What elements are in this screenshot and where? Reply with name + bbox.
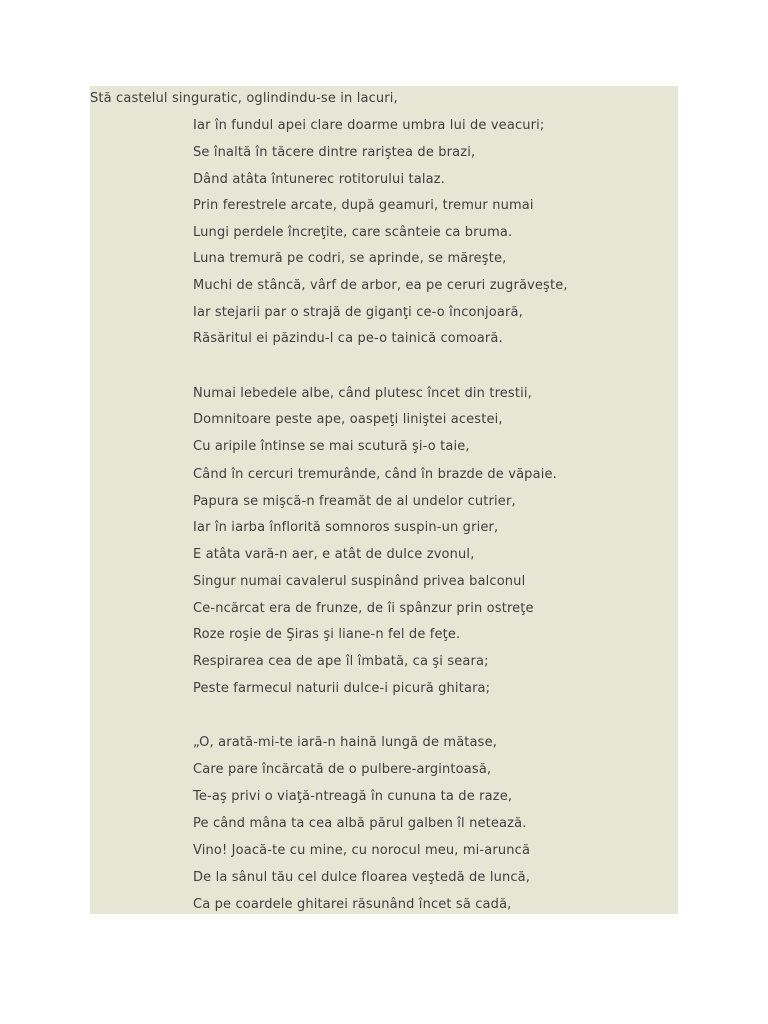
poem-line: Se înaltă în tăcere dintre rariştea de brazi, (193, 145, 476, 160)
poem-line: Răsăritul ei păzindu-l ca pe-o tainică comoară. (193, 331, 503, 346)
poem-line: Muchi de stâncă, vârf de arbor, ea pe ceruri zugrăveşte, (193, 278, 568, 293)
poem-line: Lungi perdele încreţite, care scânteie ca bruma. (193, 225, 513, 240)
poem-line: Stă castelul singuratic, oglindindu-se in lacuri, (90, 91, 398, 106)
poem-line: Iar în iarba înflorită somnoros suspin-un grier, (193, 520, 499, 535)
poem-line: Iar în fundul apei clare doarme umbra lui de veacuri; (193, 118, 545, 133)
poem-line: Ca pe coardele ghitarei răsunând încet să cadă, (193, 897, 512, 912)
poem-line: Peste farmecul naturii dulce-i picură ghitara; (193, 681, 491, 696)
poem-line: Ce-ncărcat era de frunze, de îi spânzur prin ostreţe (193, 601, 534, 616)
poem-line: Care pare încărcată de o pulbere-argintoasă, (193, 762, 492, 777)
poem-line: Iar stejarii par o strajă de giganţi ce-o înconjoară, (193, 305, 523, 320)
poem-line: Papura se mişcă-n freamăt de al undelor cutrier, (193, 494, 516, 509)
poem-page (90, 86, 678, 914)
poem-line: De la sânul tău cel dulce floarea veştedă de luncă, (193, 870, 531, 885)
poem-line: Numai lebedele albe, când plutesc încet din trestii, (193, 386, 532, 401)
poem-line: Respirarea cea de ape îl îmbată, ca şi seara; (193, 654, 489, 669)
poem-line: E atâta vară-n aer, e atât de dulce zvonul, (193, 547, 475, 562)
poem-line: Când în cercuri tremurânde, când în brazde de văpaie. (193, 467, 557, 482)
poem-line: Dând atâta întunerec rotitorului talaz. (193, 172, 445, 187)
poem-line: Luna tremură pe codri, se aprinde, se măreşte, (193, 251, 507, 266)
poem-line: Singur numai cavalerul suspinând privea balconul (193, 574, 526, 589)
poem-line: Vino! Joacă-te cu mine, cu norocul meu, mi-aruncă (193, 843, 531, 858)
poem-line: Cu aripile întinse se mai scutură şi-o taie, (193, 439, 470, 454)
poem-line: Domnitoare peste ape, oaspeţi liniştei acestei, (193, 412, 503, 427)
poem-line: Te-aş privi o viaţă-ntreagă în cununa ta de raze, (193, 789, 513, 804)
poem-line: „O, arată-mi-te iară-n haină lungă de mătase, (193, 735, 498, 750)
poem-line: Roze roşie de Şiras şi liane-n fel de feţe. (193, 627, 461, 642)
poem-line: Prin ferestrele arcate, după geamuri, tremur numai (193, 198, 534, 213)
poem-line: Pe când mâna ta cea albă părul galben îl netează. (193, 816, 527, 831)
